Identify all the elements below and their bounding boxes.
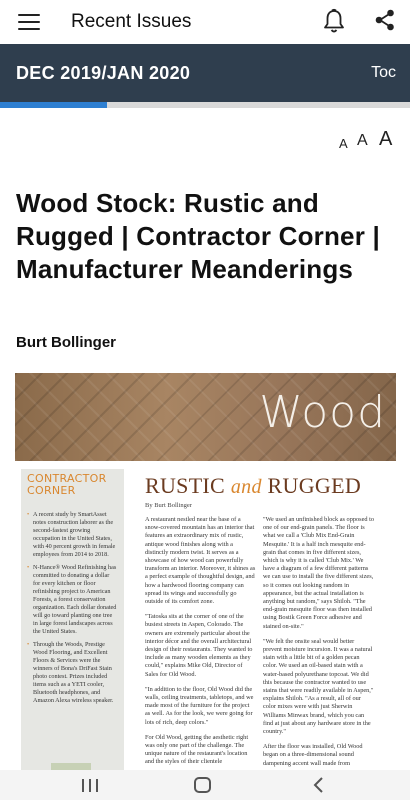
recents-bar (89, 779, 91, 792)
reading-progress-fill (0, 102, 107, 108)
page-byline: By Burt Bollinger (145, 502, 192, 509)
article-title: Wood Stock: Rustic and Rugged | Contractor Corner | Manufacturer Meanderings (16, 188, 380, 284)
sidebar-item: • A recent study by SmartAsset notes construction laborer as the second-fastest growing occupation in the United States, with 40 percent growth in female employees from 2014 to 2018. (27, 511, 118, 559)
hamburger-menu-icon[interactable] (18, 14, 40, 30)
banner-word: Wood (259, 387, 386, 438)
paragraph: After the floor was installed, Old Wood began on a three-dimensional sound dampening accent wall made from (263, 743, 363, 767)
sidebar-item: • N-Hance® Wood Refinishing has committed to donating a dollar for every kitchen or floor refinishing project to American Forests, a forest conservation organization. Each dollar donated will go toward planting one tree in large forest landscapes across the United States. (27, 564, 118, 636)
app-bar (0, 0, 410, 44)
headline-word: RUGGED (261, 473, 362, 498)
headline-word: RUSTIC (145, 473, 231, 498)
sidebar-item: • Through the Woods, Prestige Wood Flooring, and Excellent Floors & Services were the winners of Bona's DriFast Stain photo contest. Prizes included items such as a YETI cooler, Bluetooth headphones, and Amazon Alexa wireless speaker. (27, 641, 118, 705)
recent-apps-icon[interactable] (82, 779, 98, 792)
font-size-medium-button[interactable]: A (357, 132, 368, 149)
sidebar-heading: CONTRACTOR (27, 472, 107, 485)
article-column-2 (263, 516, 374, 773)
home-icon[interactable] (194, 777, 211, 793)
issue-title: DEC 2019/JAN 2020 (16, 62, 191, 83)
paragraph: A restaurant nestled near the base of a snow-covered mountain has an interior that features an extraordinary mix of rustic, antique wood finishes along with a distinctly modern twist. It serves as a showcase of how wood can powerfully transform an interior. Moreover, it shines as a perfect example of thoughtful design, and how a hardwood flooring company can spread its wings and successfully go outside of its comfort zone. (145, 516, 256, 606)
contractor-corner-sidebar (21, 469, 124, 773)
paragraph: "In addition to the floor, Old Wood did the walls, ceiling treatments, tabletops, and we made most of the furniture for the project as well. As for the look, we were going for lots of rich, deep colors." (145, 685, 254, 726)
sidebar-heading: CORNER (27, 484, 76, 497)
share-icon[interactable] (374, 9, 396, 31)
paragraph: "We felt the onsite seal would better prevent moisture incursion. It was a natural stain with a little bit of a golden pecan color. We used an oil-based stain with a water-based polyurethane topcoat. We did this because the contractor wanted to use stains that were readily available in Aspen," explains Shiloh. "As a result, all of our color mixes were with just Sherwin Williams Minwax brand, which you can find at just about any hardware store in the country." (263, 637, 374, 736)
system-nav-bar (0, 770, 410, 800)
menu-line (18, 28, 40, 30)
app-title: Recent Issues (71, 11, 192, 32)
page-headline (145, 473, 361, 499)
headline-and: and (230, 476, 262, 498)
font-size-large-button[interactable]: A (379, 128, 393, 150)
bell-icon[interactable] (322, 8, 346, 34)
back-chevron-icon[interactable] (312, 777, 324, 793)
article-author: Burt Bollinger (16, 334, 116, 351)
menu-line (18, 21, 40, 23)
sidebar-list (27, 511, 118, 705)
paragraph: "We used an unfinished block as opposed to one of our end-grain panels. The floor is what we call a 'Club Mix End-Grain Mesquite.' It is a half inch mesquite end-grain that comes in five different sizes, which is why it is called 'Club Mix.' We have a diagram of a few different patterns we can use to install the five different sizes, so it comes out looking random in appearance, but the actual installation is anything but random," says Shiloh. "The end-grain mesquite floor was then installed using Bostik Green Force adhesive and stained on-site." (263, 516, 375, 630)
article-column-1 (145, 516, 256, 773)
toc-button[interactable]: Toc (371, 64, 396, 81)
recents-bar (96, 779, 98, 792)
paragraph: "Tatoska sits at the corner of one of the busiest streets in Aspen, Colorado. The owners are extremely particular about the interior décor and the overall architectural design of their restaurants. They wanted to include as many wooden elements as they could," explains Mike Old, Director of Sales for Old Wood. (145, 613, 253, 678)
issue-header (0, 44, 410, 102)
font-size-small-button[interactable]: A (339, 136, 348, 151)
reading-progress-bar (0, 102, 410, 108)
paragraph: For Old Wood, getting the aesthetic right was only one part of the challenge. The unique nature of the restaurant's location and the styles of their clientele (145, 733, 249, 766)
article-page-image (15, 373, 396, 773)
recents-bar (82, 779, 84, 792)
wood-banner (15, 373, 396, 461)
menu-line (18, 14, 40, 16)
